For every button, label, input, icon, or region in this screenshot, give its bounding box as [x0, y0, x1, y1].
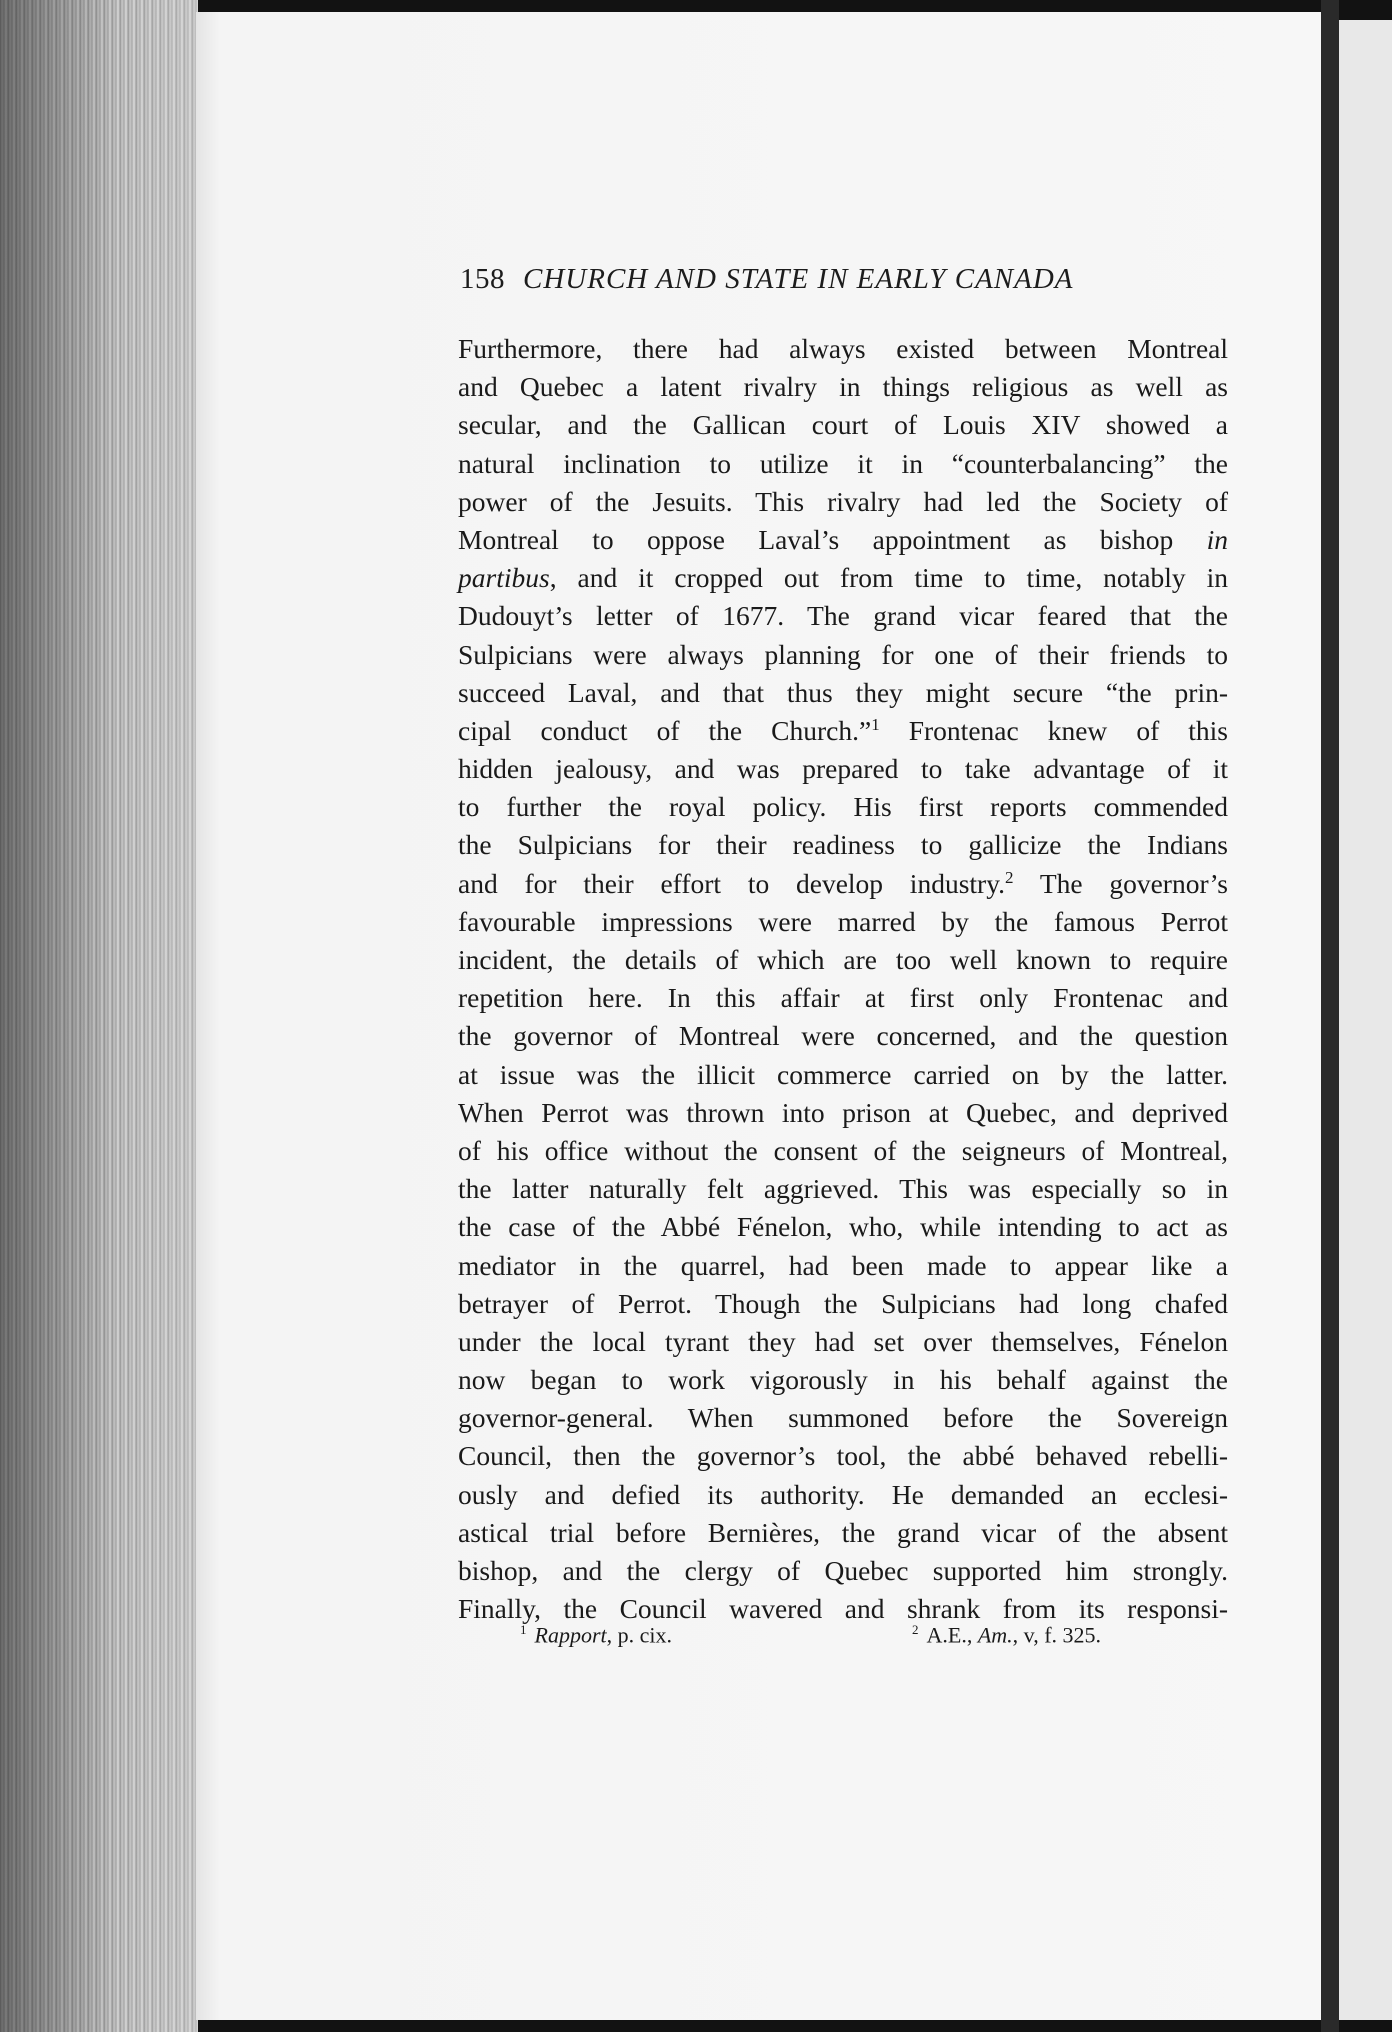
text-line: When Perrot was thrown into prison at Quebec, and deprived — [458, 1096, 1228, 1128]
text-line: mediator in the quarrel, had been made to appear like a — [458, 1249, 1228, 1281]
text-line: Sulpicians were always planning for one of their friends to — [458, 638, 1228, 670]
text-line: bishop, and the clergy of Quebec supported him strongly. — [458, 1555, 1228, 1586]
book-page-edges — [0, 0, 198, 2032]
text-line — [458, 559, 1228, 597]
text-line — [458, 865, 1228, 903]
footnote-text: , v, f. 325. — [1012, 1622, 1102, 1648]
footnote-marker: 1 — [520, 1622, 527, 1637]
footnote-2 — [912, 1622, 1101, 1648]
italic-text: partibus — [458, 562, 550, 594]
footnote-ref-1[interactable]: 1 — [871, 714, 880, 734]
text-line: and Quebec a latent rivalry in things religious as well as — [458, 371, 1228, 403]
running-title: CHURCH AND STATE IN EARLY CANADA — [523, 263, 1074, 295]
text-line: at issue was the illicit commerce carried on by the latter. — [458, 1058, 1228, 1090]
facing-page-edge — [1339, 20, 1392, 2020]
text-line: succeed Laval, and that thus they might secure “the prin- — [458, 676, 1228, 708]
text-segment: cipal conduct of the Church.” — [458, 714, 872, 746]
footnote-1 — [520, 1622, 672, 1648]
book-gutter-shadow — [1321, 0, 1339, 2032]
text-segment: and for their effort to develop industry. — [458, 867, 1006, 899]
text-line: repetition here. In this affair at first only Frontenac and — [458, 982, 1228, 1014]
italic-text: in — [1206, 523, 1228, 555]
text-line — [458, 521, 1228, 559]
page-number: 158 — [460, 263, 505, 295]
text-line: under the local tyrant they had set over themselves, Fénelon — [458, 1325, 1228, 1357]
text-line: power of the Jesuits. This rivalry had led the Society of — [458, 485, 1228, 517]
text-line: Finally, the Council wavered and shrank from its responsi- — [458, 1593, 1228, 1625]
body-text — [458, 330, 1228, 1628]
footnote-source: Rapport — [534, 1622, 607, 1648]
text-line: incident, the details of which are too well known to require — [458, 944, 1228, 975]
text-line: the governor of Montreal were concerned, and the question — [458, 1020, 1228, 1052]
text-line: now began to work vigorously in his behalf against the — [458, 1364, 1228, 1396]
footnote-text: , p. cix. — [606, 1622, 673, 1648]
footnote-marker: 2 — [912, 1622, 919, 1637]
text-line: favourable impressions were marred by the famous Perrot — [458, 905, 1228, 937]
text-segment: Frontenac knew of this — [908, 714, 1229, 746]
text-line: the case of the Abbé Fénelon, who, while intending to act as — [458, 1211, 1228, 1243]
text-line: Furthermore, there had always existed between Montreal — [458, 333, 1228, 364]
text-segment: Montreal to oppose Laval’s appointment as bishop — [458, 523, 1174, 555]
footnote-source: Am. — [977, 1622, 1013, 1648]
running-header — [460, 263, 1225, 296]
text-line: natural inclination to utilize it in “counterbalancing” the — [458, 447, 1228, 479]
text-line: hidden jealousy, and was prepared to take advantage of it — [458, 753, 1228, 785]
text-line: governor-general. When summoned before the Sovereign — [458, 1402, 1228, 1434]
text-line: astical trial before Bernières, the grand vicar of the absent — [458, 1516, 1228, 1548]
footnote-text: A.E., — [926, 1622, 978, 1648]
text-line: of his office without the consent of the seigneurs of Montreal, — [458, 1134, 1228, 1166]
text-line: to further the royal policy. His first reports commended — [458, 791, 1228, 823]
text-line — [458, 712, 1228, 750]
text-line: Dudouyt’s letter of 1677. The grand vicar feared that the — [458, 600, 1228, 632]
footnote-ref-2[interactable]: 2 — [1005, 867, 1014, 887]
text-line: the Sulpicians for their readiness to gallicize the Indians — [458, 829, 1228, 861]
text-line: ously and defied its authority. He demanded an ecclesi- — [458, 1478, 1228, 1510]
text-line: betrayer of Perrot. Though the Sulpicians had long chafed — [458, 1287, 1228, 1319]
text-line: secular, and the Gallican court of Louis XIV showed a — [458, 409, 1228, 441]
text-line: the latter naturally felt aggrieved. This was especially so in — [458, 1173, 1228, 1205]
text-segment: , and it cropped out from time to time, notably in — [549, 562, 1228, 594]
text-segment: The governor’s — [1039, 867, 1228, 899]
text-line: Council, then the governor’s tool, the abbé behaved rebelli- — [458, 1440, 1228, 1472]
